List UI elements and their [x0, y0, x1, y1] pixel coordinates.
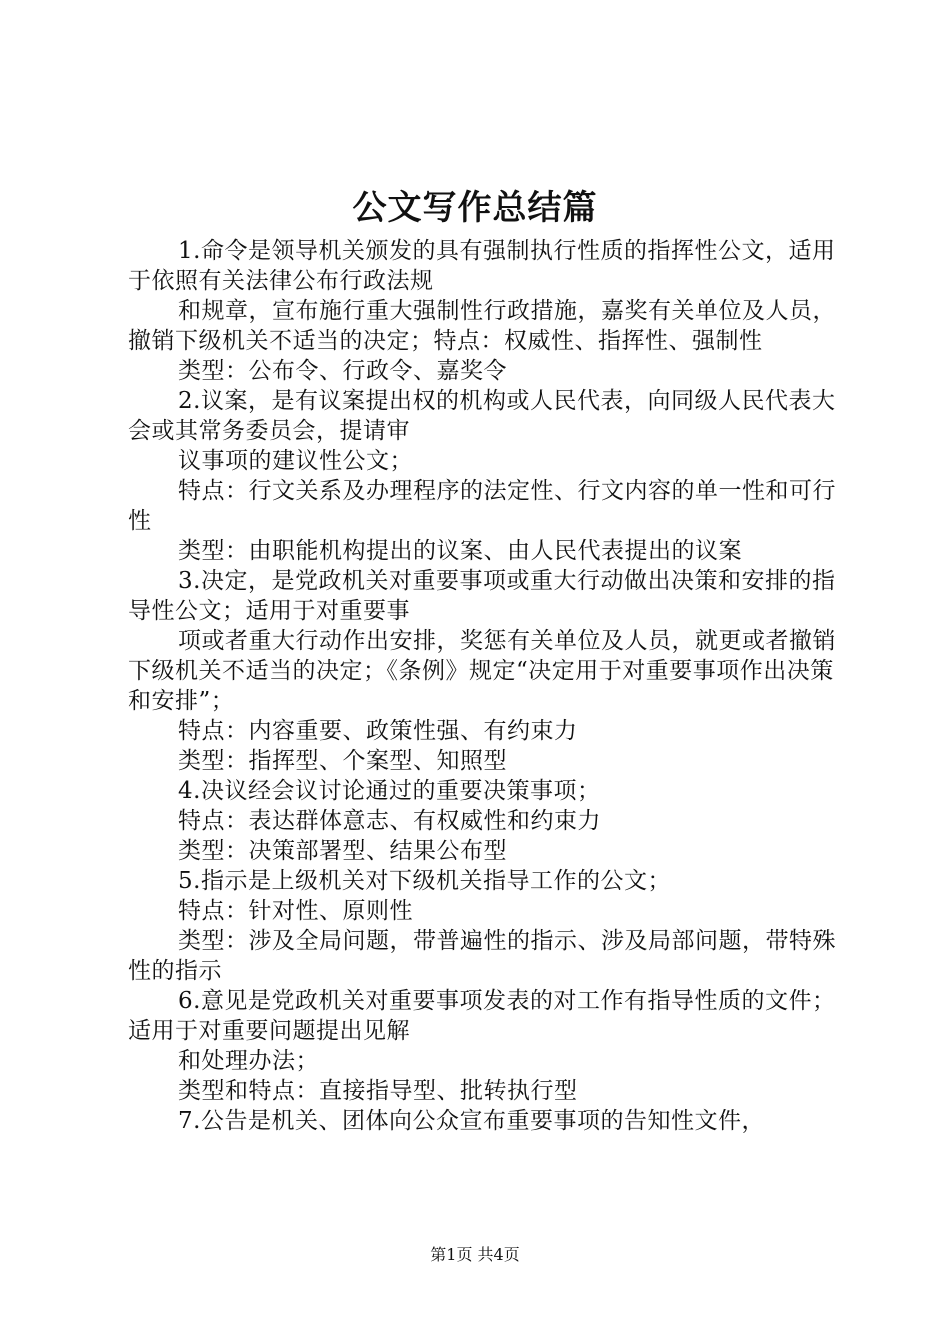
- paragraph: 项或者重大行动作出安排，奖惩有关单位及人员，就更或者撤销下级机关不适当的决定；《条例》规定“决定用于对重要事项作出决策和安排”；: [128, 628, 836, 714]
- paragraph: 特点：内容重要、政策性强、有约束力: [178, 718, 578, 744]
- document-title: 公文写作总结篇: [352, 188, 598, 228]
- paragraph: 特点：行文关系及办理程序的法定性、行文内容的单一性和可行性: [128, 478, 836, 534]
- document-body: [128, 236, 838, 1136]
- paragraph: 类型：涉及全局问题，带普遍性的指示、涉及局部问题，带特殊性的指示: [128, 928, 836, 984]
- paragraph: 类型：公布令、行政令、嘉奖令: [178, 358, 507, 384]
- paragraph: 类型：指挥型、个案型、知照型: [178, 748, 507, 774]
- paragraph: 3.决定，是党政机关对重要事项或重大行动做出决策和安排的指导性公文；适用于对重要事: [128, 568, 836, 624]
- paragraph: 类型：由职能机构提出的议案、由人民代表提出的议案: [178, 538, 742, 564]
- paragraph: 和规章，宣布施行重大强制性行政措施，嘉奖有关单位及人员，撤销下级机关不适当的决定；特点：权威性、指挥性、强制性: [128, 298, 836, 354]
- paragraph: 特点：表达群体意志、有权威性和约束力: [178, 808, 601, 834]
- paragraph: 特点：针对性、原则性: [178, 898, 413, 924]
- paragraph: 和处理办法；: [178, 1048, 319, 1074]
- paragraph: 议事项的建议性公文；: [178, 448, 413, 474]
- paragraph: 7.公告是机关、团体向公众宣布重要事项的告知性文件，: [178, 1108, 765, 1134]
- paragraph: 1.命令是领导机关颁发的具有强制执行性质的指挥性公文，适用于依照有关法律公布行政法规: [128, 238, 836, 294]
- paragraph: 2.议案，是有议案提出权的机构或人民代表，向同级人民代表大会或其常务委员会，提请审: [128, 388, 836, 444]
- page-footer: 第1页 共4页: [430, 1245, 520, 1264]
- paragraph: 类型和特点：直接指导型、批转执行型: [178, 1078, 578, 1104]
- paragraph: 4.决议经会议讨论通过的重要决策事项；: [178, 778, 601, 804]
- paragraph: 5.指示是上级机关对下级机关指导工作的公文；: [178, 868, 671, 894]
- paragraph: 6.意见是党政机关对重要事项发表的对工作有指导性质的文件；适用于对重要问题提出见解: [128, 988, 836, 1044]
- paragraph: 类型：决策部署型、结果公布型: [178, 838, 507, 864]
